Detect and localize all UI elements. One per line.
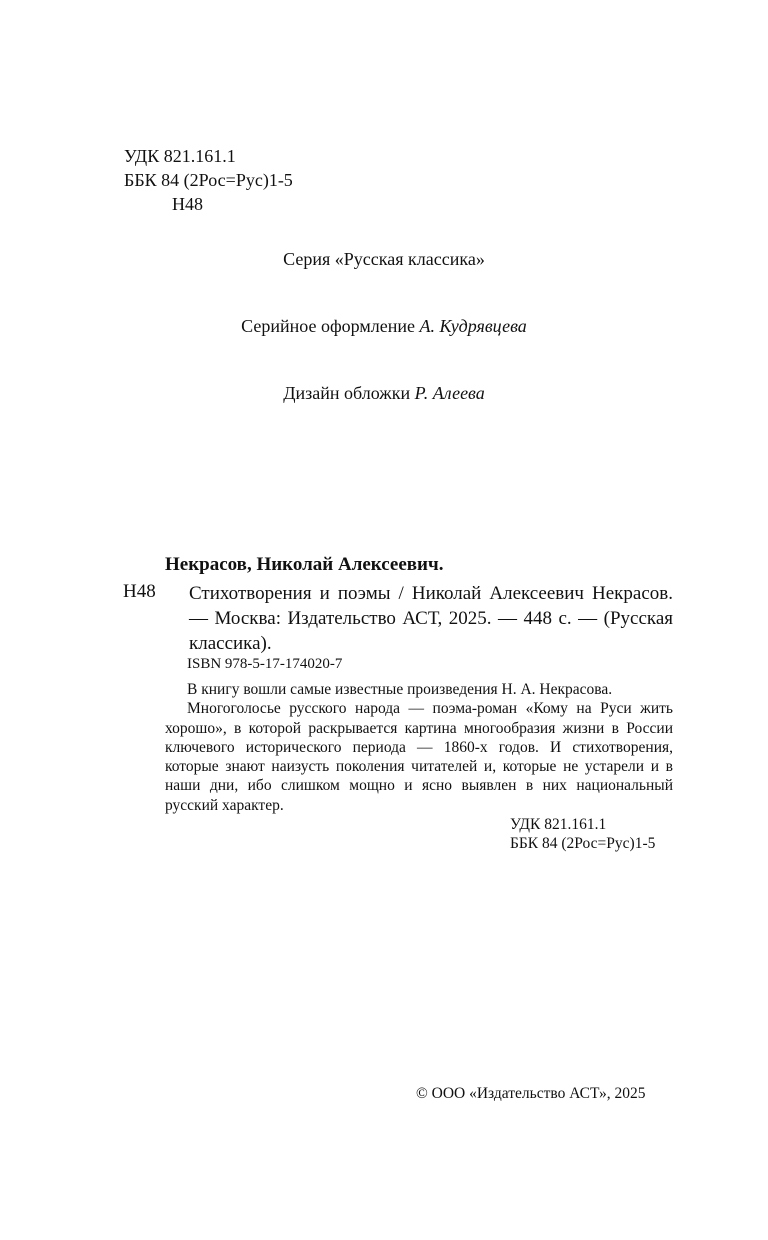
cover-credit <box>0 383 768 404</box>
cover-designer-name: Р. Алеева <box>414 383 485 403</box>
bibliographic-description-text: Стихотворения и поэмы / Николай Алексеевич Некрасов. — Москва: Издательство АСТ, 2025. — 448 с. — (Русская классика). <box>189 583 673 654</box>
record-author-sign: Н48 <box>123 581 156 602</box>
udk-code: УДК 821.161.1 <box>124 146 236 166</box>
isbn: ISBN 978-5-17-174020-7 <box>187 656 343 672</box>
bbk-code-bottom: ББК 84 (2Рос=Рус)1-5 <box>510 835 656 852</box>
layout-credit-label: Серийное оформление <box>241 316 420 336</box>
bbk-code: ББК 84 (2Рос=Рус)1-5 <box>124 170 293 190</box>
layout-designer-name: А. Кудрявцева <box>419 316 527 336</box>
annotation-paragraph: Многоголосье русского народа — поэма-роман «Кому на Руси жить хорошо», в которой раскрывается картина многообразия жизни в России ключевого исторического периода — 1860-х годов. И стихотворения, которые знают наизусть поколения читателей и, которые не устарели и в наши дни, ибо слишком мощно и ясно выявлен в них национальный русский характер. <box>165 700 673 814</box>
author-heading: Некрасов, Николай Алексеевич. <box>165 554 444 575</box>
classification-codes-bottom <box>510 815 655 853</box>
classification-block <box>124 144 293 216</box>
series-credit: Серия «Русская классика» <box>283 249 485 269</box>
copyright-notice: © ООО «Издательство АСТ», 2025 <box>416 1085 646 1102</box>
bibliographic-description <box>165 581 673 656</box>
cover-credit-label: Дизайн обложки <box>283 383 415 403</box>
author-sign: Н48 <box>172 194 203 214</box>
annotation <box>165 680 673 815</box>
udk-code-bottom: УДК 821.161.1 <box>510 816 607 833</box>
layout-credit <box>0 316 768 337</box>
annotation-paragraph: В книгу вошли самые известные произведения Н. А. Некрасова. <box>187 681 613 698</box>
